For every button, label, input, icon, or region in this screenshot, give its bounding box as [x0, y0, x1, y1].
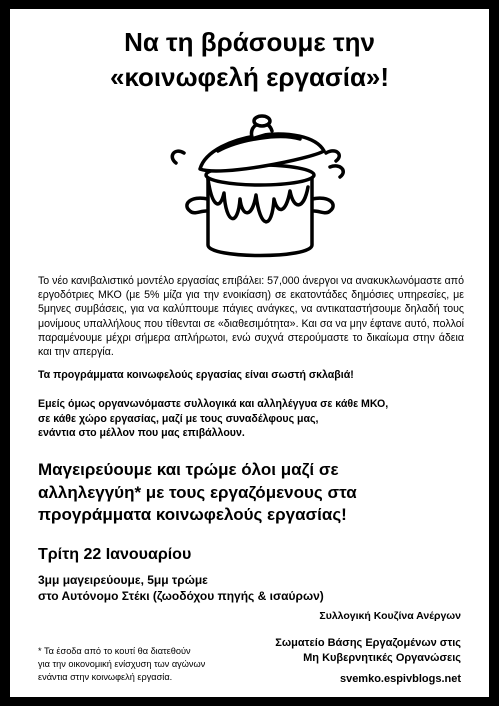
event-date: Τρίτη 22 Ιανουαρίου — [38, 546, 192, 563]
kitchen-collective: Συλλογική Κουζίνα Ανέργων — [319, 610, 461, 622]
website-link[interactable]: svemko.espivblogs.net — [339, 673, 461, 685]
event-place: στο Αυτόνομο Στέκι (ζωοδόχου πηγής & ισαύρων) — [38, 589, 324, 603]
intro-paragraph: Το νέο κανιβαλιστικό μοντέλο εργασίας επιβάλει: 57,000 άνεργοι να ανακυκλωνόμαστε από εργοδότριες ΜΚΟ (με 5% μίζα για την ενοικίαση) σε εκατοντάδες δημόσιες υπηρεσίες, με 5μηνες συμβάσεις, για να καλύπτουμε πάγιες ανάγκες, να αντικαταστήσουμε δηλαδή τους μονίμους υπαλλήλους που τίθενται σε «διαθεσιμότητα». Και σα να μην έφτανε αυτό, πολλοί παραμένουμε μέχρι σήμερα απλήρωτοι, ενώ συχνά στερούμαστε το δικαίωμα στην άδεια και την απεργία. — [38, 275, 464, 359]
poster — [10, 9, 489, 697]
poster-title-line1: Να τη βράσουμε την — [124, 27, 375, 57]
call-line1: Μαγειρεύουμε και τρώμε όλοι μαζί σε — [38, 460, 339, 479]
footnote-line2: για την οικονομική ενίσχυση των αγώνων — [38, 658, 206, 669]
footnote-line1: * Τα έσοδα από το κουτί θα διατεθούν — [38, 646, 191, 656]
organize-line2: σε κάθε χώρο εργασίας, μαζί με τους συναδέλφους μας, — [38, 412, 319, 425]
slavery-statement: Τα προγράμματα κοινωφελούς εργασίας είναι σωστή σκλαβιά! — [38, 369, 354, 381]
organize-statement — [38, 397, 468, 441]
union-line1: Σωματείο Βάσης Εργαζομένων στις — [275, 637, 461, 649]
poster-title-line2: «κοινωφελή εργασία»! — [109, 62, 390, 92]
call-line2: αλληλεγγύη* με τους εργαζόμενους στα — [38, 482, 357, 502]
event-details — [38, 572, 324, 604]
union-line2: Μη Κυβερνητικές Οργανώσεις — [303, 651, 461, 664]
event-times: 3μμ μαγειρεύουμε, 5μμ τρώμε — [38, 573, 208, 587]
union-name — [221, 636, 461, 665]
organize-line1: Εμείς όμως οργανωνόμαστε συλλογικά και αλληλέγγυα σε κάθε ΜΚΟ, — [38, 398, 389, 410]
organize-line3: ενάντια στο μέλλον που μας επιβάλλουν. — [38, 427, 245, 439]
call-line3: προγράμματα κοινωφελούς εργασίας! — [38, 505, 347, 524]
boiling-pot-icon — [160, 107, 360, 267]
solidarity-call — [38, 459, 478, 527]
footnote — [38, 645, 238, 683]
footnote-line3: ενάντια στην κοινωφελή εργασία. — [38, 671, 173, 682]
